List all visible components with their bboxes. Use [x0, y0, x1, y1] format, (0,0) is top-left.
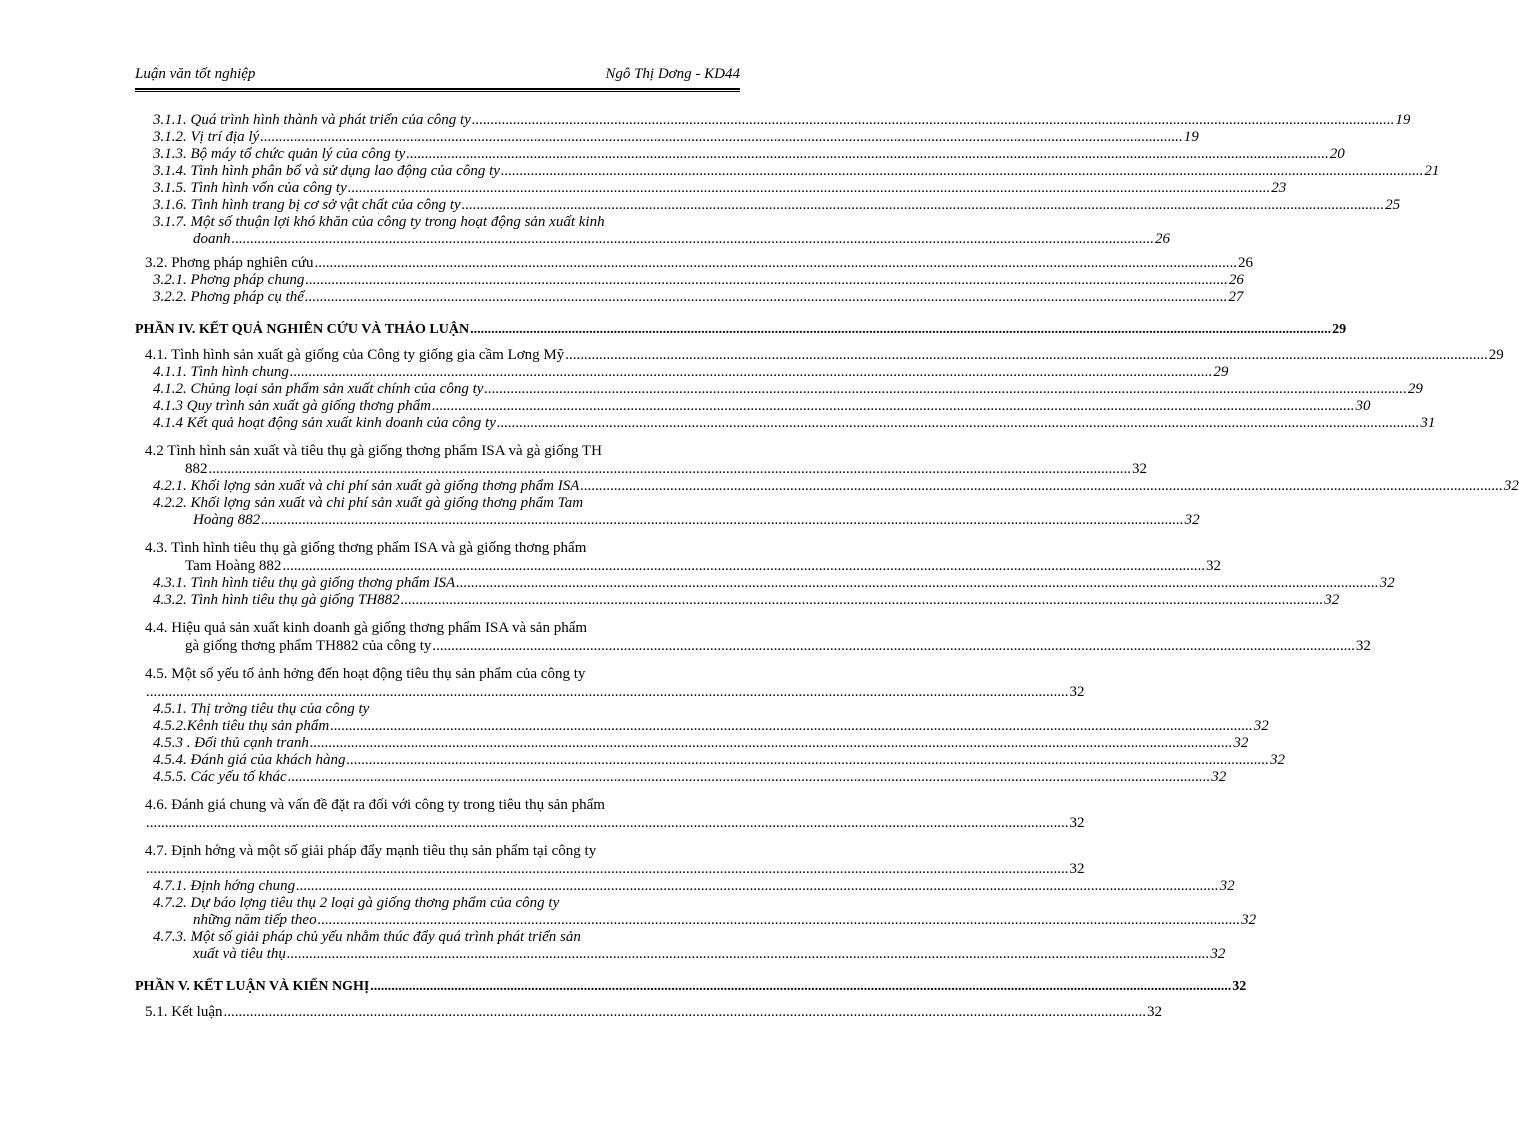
toc-entry-4-1-2: 4.1.2. Chủng loại sản phẩm sản xuất chính của công ty ..... 29: [135, 381, 740, 398]
toc-entry-4-3-2: 4.3.2. Tình hình tiêu thụ gà giống TH882 ..... 32: [135, 592, 740, 609]
toc-entry-4-7-3: 4.7.3. Một số giải pháp chủ yếu nhằm thúc đẩy quá trình phát triển sản xuất và tiêu thụ ..... 32: [135, 929, 740, 963]
toc-entry-3-2-1: 3.2.1. Phơng pháp chung ..... 26: [135, 272, 740, 289]
toc-entry-4-2-1: 4.2.1. Khối lợng sản xuất và chi phí sản xuất gà giống thơng phẩm ISA ..... 32: [135, 478, 740, 495]
toc-entry-3-1-1: 3.1.1. Quá trình hình thành và phát triển của công ty ..... 19: [135, 112, 740, 129]
toc-entry-4-5-2: 4.5.2.Kênh tiêu thụ sản phẩm ..... 32: [135, 718, 740, 735]
toc-entry-4-7: 4.7. Định hớng và một số giải pháp đẩy mạnh tiêu thụ sản phẩm tại công ty ..... 32: [135, 842, 740, 878]
toc-entry-3-1-7: 3.1.7. Một số thuận lợi khó khăn của công ty trong hoạt động sản xuất kinh doanh ..... 26: [135, 214, 740, 248]
toc-entry-4-3: 4.3. Tình hình tiêu thụ gà giống thơng phẩm ISA và gà giống thơng phẩm Tam Hoàng 882 ..... 32: [135, 539, 740, 575]
toc-entry-4-7-1: 4.7.1. Định hớng chung ..... 32: [135, 878, 740, 895]
header-left-title: Luận văn tốt nghiệp: [135, 66, 256, 82]
toc-entry-4-1-3: 4.1.3 Quy trình sản xuất gà giống thơng phẩm ..... 30: [135, 398, 740, 415]
toc-entry-4-3-1: 4.3.1. Tình hình tiêu thụ gà giống thơng phẩm ISA ..... 32: [135, 575, 740, 592]
header-right-author: Ngô Thị Dơng - KD44: [605, 66, 740, 82]
toc-entry-3-1-4: 3.1.4. Tình hình phân bổ và sử dụng lao động của công ty ..... 21: [135, 163, 740, 180]
header-rule: [135, 88, 740, 92]
toc-entry-4-2-2: 4.2.2. Khối lợng sản xuất và chi phí sản xuất gà giống thơng phẩm Tam Hoàng 882 ..... 32: [135, 495, 740, 529]
toc-entry-3-2: 3.2. Phơng pháp nghiên cứu ..... 26: [135, 254, 740, 272]
table-of-contents: [135, 112, 1519, 1021]
toc-entry-3-1-6: 3.1.6. Tình hình trang bị cơ sở vật chất của công ty ..... 25: [135, 197, 740, 214]
toc-part-5: PHẦN V. KẾT LUẬN VÀ KIẾN NGHỊ ..... 32: [135, 977, 740, 997]
toc-part-4: PHẦN IV. KẾT QUẢ NGHIÊN CỨU VÀ THẢO LUẬN ..... 29: [135, 320, 740, 340]
toc-entry-4-6: 4.6. Đánh giá chung và vấn đề đặt ra đối với công ty trong tiêu thụ sản phẩm ..... 32: [135, 796, 740, 832]
toc-entry-4-2: 4.2 Tình hình sản xuất và tiêu thụ gà giống thơng phẩm ISA và gà giống TH 882 ..... 32: [135, 442, 740, 478]
toc-entry-5-1: 5.1. Kết luận ..... 32: [135, 1003, 740, 1021]
toc-entry-4-7-2: 4.7.2. Dự báo lợng tiêu thụ 2 loại gà giống thơng phẩm của công ty những năm tiếp theo ..... 32: [135, 895, 740, 929]
page-header: [135, 66, 740, 88]
toc-entry-4-4: 4.4. Hiệu quả sản xuất kinh doanh gà giống thơng phẩm ISA và sản phẩm gà giống thơng phẩm TH882 của công ty ..... 32: [135, 619, 740, 655]
toc-entry-4-5-5: 4.5.5. Các yếu tố khác ..... 32: [135, 769, 740, 786]
toc-entry-4-5-4: 4.5.4. Đánh giá của khách hàng ..... 32: [135, 752, 740, 769]
toc-entry-4-1-1: 4.1.1. Tình hình chung ..... 29: [135, 364, 740, 381]
toc-entry-4-5-3: 4.5.3 . Đối thủ cạnh tranh ..... 32: [135, 735, 740, 752]
toc-entry-3-1-5: 3.1.5. Tình hình vốn của công ty ..... 23: [135, 180, 740, 197]
toc-entry-3-1-3: 3.1.3. Bộ máy tổ chức quản lý của công ty ..... 20: [135, 146, 740, 163]
toc-entry-3-2-2: 3.2.2. Phơng pháp cụ thể ..... 27: [135, 289, 740, 306]
toc-entry-4-5-1: 4.5.1. Thị trờng tiêu thụ của công ty: [153, 701, 370, 717]
toc-entry-3-1-2: 3.1.2. Vị trí địa lý ..... 19: [135, 129, 740, 146]
toc-entry-4-5: 4.5. Một số yếu tố ảnh hởng đến hoạt động tiêu thụ sản phẩm của công ty ..... 32: [135, 665, 740, 701]
toc-entry-4-1-4: 4.1.4 Kết quả hoạt động sản xuất kinh doanh của công ty ..... 31: [135, 415, 740, 432]
toc-entry-4-1: 4.1. Tình hình sản xuất gà giống của Công ty giống gia cầm Lơng Mỹ ..... 29: [135, 346, 740, 364]
